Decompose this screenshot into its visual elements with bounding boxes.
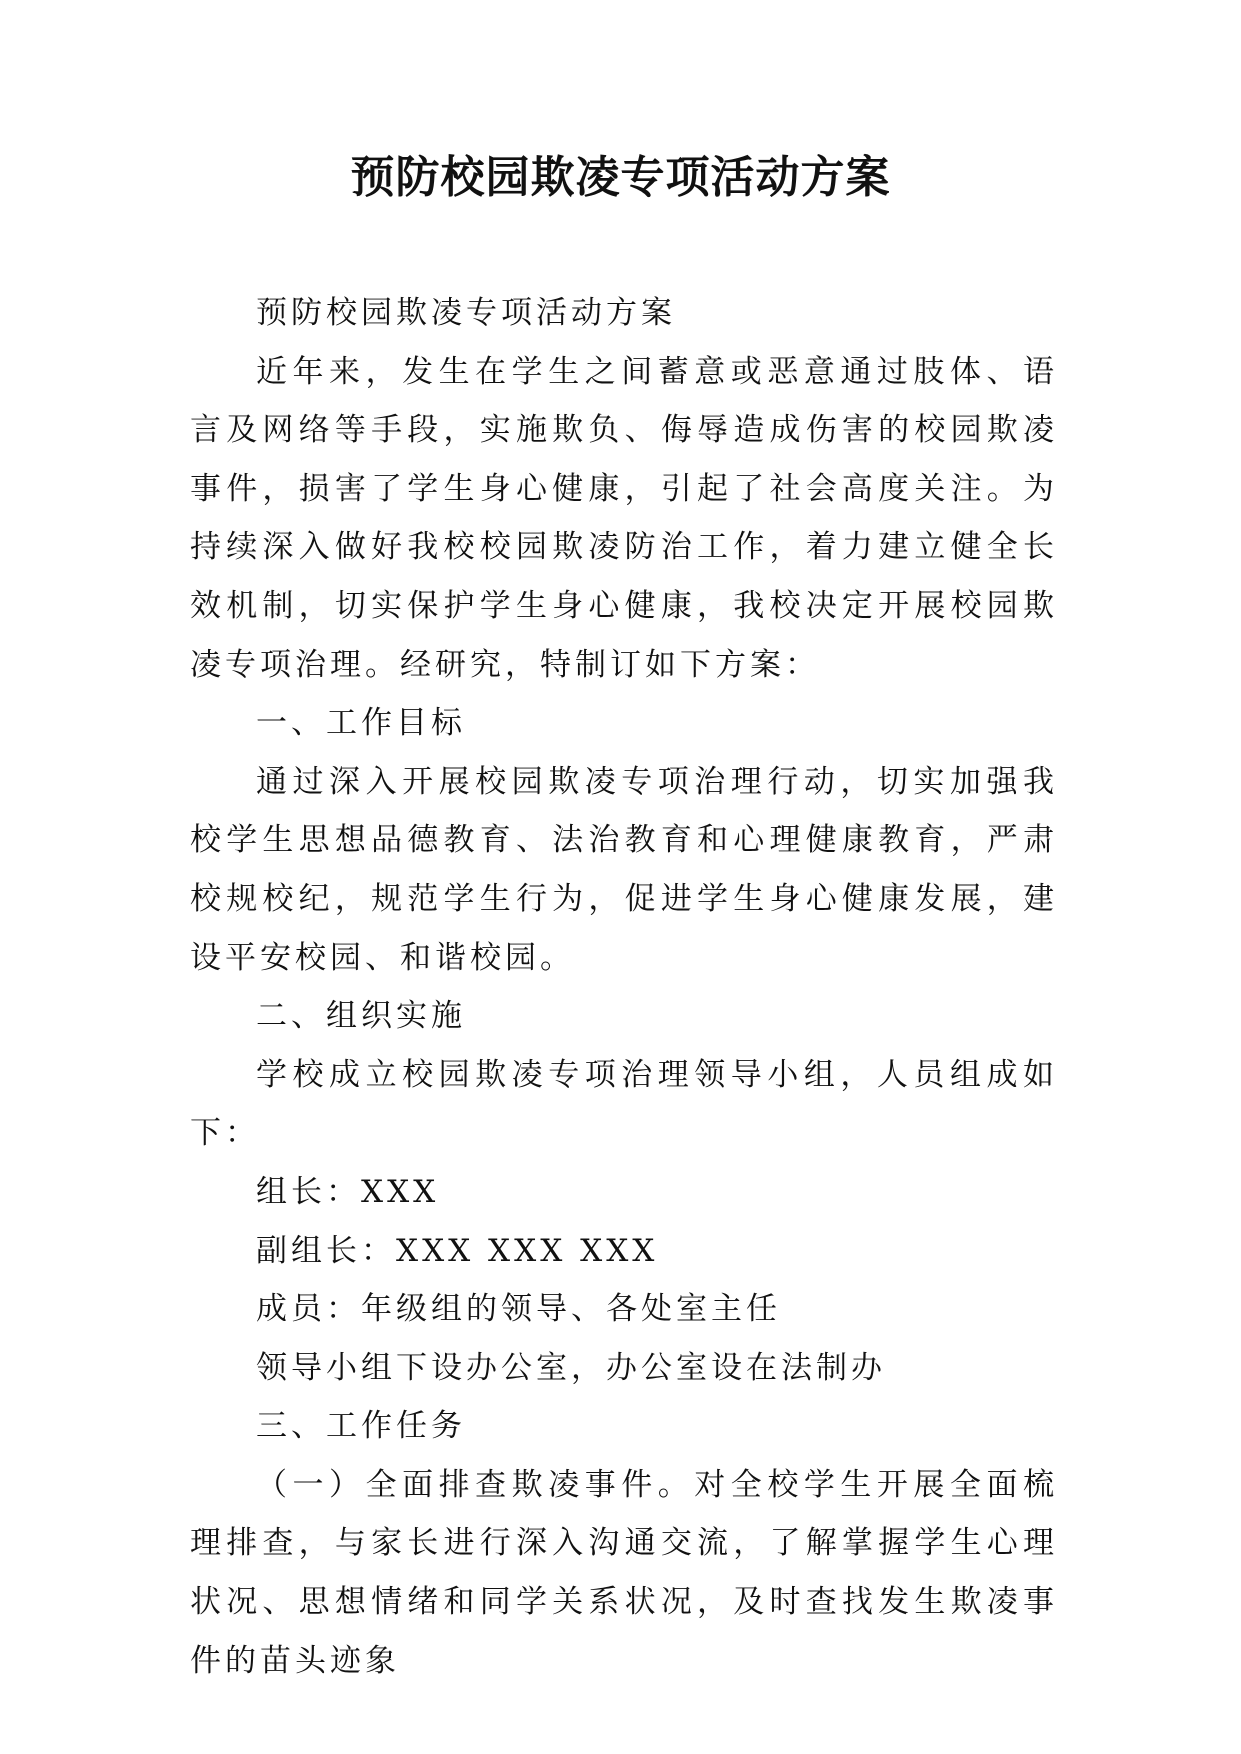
paragraph-introduction: 近年来，发生在学生之间蓄意或恶意通过肢体、语言及网络等手段，实施欺负、侮辱造成伤害的校园欺凌事件，损害了学生身心健康，引起了社会高度关注。为持续深入做好我校校园欺凌防治工作，着力建立健全长效机制，切实保护学生身心健康，我校决定开展校园欺凌专项治理。经研究，特制订如下方案： (190, 353, 1058, 683)
paragraph-subtitle: 预防校园欺凌专项活动方案 (256, 295, 676, 331)
paragraph-goals: 通过深入开展校园欺凌专项治理行动，切实加强我校学生思想品德教育、法治教育和心理健康教育，严肃校规校纪，规范学生行为，促进学生身心健康发展，建设平安校园、和谐校园。 (190, 763, 1058, 976)
document-title: 预防校园欺凌专项活动方案 (350, 152, 891, 203)
section-heading-goals: 一、工作目标 (256, 705, 466, 742)
paragraph-leader: 组长：XXX (256, 1173, 440, 1210)
paragraph-organization: 学校成立校园欺凌专项治理领导小组，人员组成如下： (190, 1056, 1058, 1152)
paragraph-office: 领导小组下设办公室，办公室设在法制办 (256, 1349, 886, 1386)
section-heading-organization: 二、组织实施 (256, 998, 466, 1035)
section-heading-tasks: 三、工作任务 (256, 1408, 466, 1445)
paragraph-task-one: （一）全面排查欺凌事件。对全校学生开展全面梳理排查，与家长进行深入沟通交流，了解掌握学生心理状况、思想情绪和同学关系状况，及时查找发生欺凌事件的苗头迹象 (190, 1466, 1058, 1679)
document-body (190, 284, 1058, 1690)
paragraph-members: 成员：年级组的领导、各处室主任 (256, 1291, 781, 1328)
paragraph-deputy-leaders: 副组长：XXX XXX XXX (256, 1232, 659, 1269)
